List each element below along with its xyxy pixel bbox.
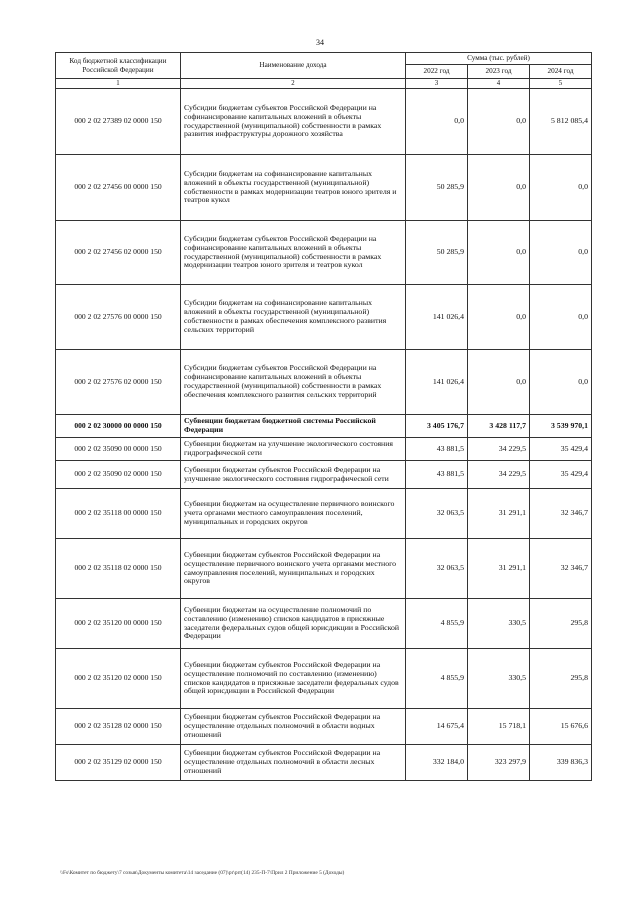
revenue-name-cell: Субвенции бюджетам субъектов Российской Федерации на улучшение экологического состояния гидрографической сети <box>181 461 406 489</box>
amount-2024-cell: 0,0 <box>530 285 592 350</box>
amount-2022-cell: 43 881,5 <box>406 461 468 489</box>
amount-2022-cell: 3 405 176,7 <box>406 415 468 438</box>
column-number: 1 <box>56 79 181 89</box>
revenue-name-cell: Субвенции бюджетам на осуществление первичного воинского учета органами местного самоуправления поселений, муниципальных и городских округов <box>181 489 406 539</box>
table-row <box>56 599 592 649</box>
amount-2022-cell: 141 026,4 <box>406 285 468 350</box>
budget-code-cell: 000 2 02 35129 02 0000 150 <box>56 745 181 781</box>
revenue-name-cell: Субвенции бюджетам субъектов Российской Федерации на осуществление отдельных полномочий в области лесных отношений <box>181 745 406 781</box>
amount-2024-cell: 339 836,3 <box>530 745 592 781</box>
amount-2023-cell: 0,0 <box>468 155 530 221</box>
table-row <box>56 221 592 285</box>
revenue-name-cell: Субсидии бюджетам субъектов Российской Федерации на софинансирование капитальных вложений в объекты государственной (муниципальной) собственности в рамках обеспечения комплексного развития сельских территорий <box>181 350 406 415</box>
table-row <box>56 745 592 781</box>
budget-code-cell: 000 2 02 27456 02 0000 150 <box>56 221 181 285</box>
amount-2024-cell: 0,0 <box>530 155 592 221</box>
table-row <box>56 709 592 745</box>
budget-code-cell: 000 2 02 35128 02 0000 150 <box>56 709 181 745</box>
table-row <box>56 489 592 539</box>
revenue-name-cell: Субвенции бюджетам субъектов Российской Федерации на осуществление первичного воинского учета органами местного самоуправления поселений, муниципальных и городских округов <box>181 539 406 599</box>
table-row <box>56 350 592 415</box>
budget-code-cell: 000 2 02 27576 00 0000 150 <box>56 285 181 350</box>
column-number: 3 <box>406 79 468 89</box>
amount-2024-cell: 15 676,6 <box>530 709 592 745</box>
budget-code-cell: 000 2 02 27456 00 0000 150 <box>56 155 181 221</box>
amount-2023-cell: 3 428 117,7 <box>468 415 530 438</box>
column-number: 4 <box>468 79 530 89</box>
amount-2023-cell: 31 291,1 <box>468 489 530 539</box>
budget-code-cell: 000 2 02 35090 02 0000 150 <box>56 461 181 489</box>
revenue-name-cell: Субсидии бюджетам на софинансирование капитальных вложений в объекты государственной (муниципальной) собственности в рамках обеспечения комплексного развития сельских территорий <box>181 285 406 350</box>
revenue-name-cell: Субвенции бюджетам на улучшение экологического состояния гидрографической сети <box>181 438 406 461</box>
revenue-table <box>55 52 592 781</box>
table-body <box>56 89 592 781</box>
budget-code-cell: 000 2 02 35118 00 0000 150 <box>56 489 181 539</box>
table-row <box>56 438 592 461</box>
amount-2024-cell: 0,0 <box>530 350 592 415</box>
revenue-name-cell: Субвенции бюджетам на осуществление полномочий по составлению (изменению) списков кандидатов в присяжные заседатели федеральных судов общей юрисдикции в Российской Федерации <box>181 599 406 649</box>
column-number: 2 <box>181 79 406 89</box>
revenue-name-cell: Субсидии бюджетам на софинансирование капитальных вложений в объекты государственной (муниципальной) собственности в рамках модернизации театров юного зрителя и театров кукол <box>181 155 406 221</box>
table-row <box>56 285 592 350</box>
revenue-name-cell: Субсидии бюджетам субъектов Российской Федерации на софинансирование капитальных вложений в объекты государственной (муниципальной) собственности в рамках развития инфраструктуры дорожного хозяйства <box>181 89 406 155</box>
revenue-name-cell: Субсидии бюджетам субъектов Российской Федерации на софинансирование капитальных вложений в объекты государственной (муниципальной) собственности в рамках модернизации театров юного зрителя и театров кукол <box>181 221 406 285</box>
header-sum-column: Сумма (тыс. рублей) <box>406 53 592 65</box>
amount-2023-cell: 0,0 <box>468 221 530 285</box>
header-year-2022: 2022 год <box>406 65 468 79</box>
table-row <box>56 415 592 438</box>
amount-2024-cell: 35 429,4 <box>530 438 592 461</box>
amount-2022-cell: 141 026,4 <box>406 350 468 415</box>
table-row <box>56 461 592 489</box>
budget-code-cell: 000 2 02 27389 02 0000 150 <box>56 89 181 155</box>
revenue-name-cell: Субвенции бюджетам субъектов Российской Федерации на осуществление отдельных полномочий в области водных отношений <box>181 709 406 745</box>
amount-2023-cell: 0,0 <box>468 285 530 350</box>
amount-2024-cell: 3 539 970,1 <box>530 415 592 438</box>
header-name-column: Наименование дохода <box>181 53 406 79</box>
amount-2024-cell: 32 346,7 <box>530 489 592 539</box>
amount-2023-cell: 34 229,5 <box>468 438 530 461</box>
page-number: 34 <box>316 38 324 47</box>
amount-2023-cell: 15 718,1 <box>468 709 530 745</box>
amount-2022-cell: 50 285,9 <box>406 155 468 221</box>
budget-code-cell: 000 2 02 35120 02 0000 150 <box>56 649 181 709</box>
budget-code-cell: 000 2 02 27576 02 0000 150 <box>56 350 181 415</box>
amount-2024-cell: 295,8 <box>530 599 592 649</box>
amount-2022-cell: 4 855,9 <box>406 599 468 649</box>
amount-2024-cell: 35 429,4 <box>530 461 592 489</box>
file-path-footer: \\Fs\Комитет по бюджету\7 созыв\Документы комитета\14 заседание (07)\pr\prr(14) 235-П-7\Прил 2 Приложение 5 (Доходы) <box>60 870 345 876</box>
amount-2024-cell: 0,0 <box>530 221 592 285</box>
table-row <box>56 89 592 155</box>
amount-2023-cell: 34 229,5 <box>468 461 530 489</box>
column-number: 5 <box>530 79 592 89</box>
amount-2023-cell: 330,5 <box>468 649 530 709</box>
table-row <box>56 649 592 709</box>
table-row <box>56 539 592 599</box>
amount-2022-cell: 32 063,5 <box>406 539 468 599</box>
budget-code-cell: 000 2 02 35118 02 0000 150 <box>56 539 181 599</box>
amount-2022-cell: 50 285,9 <box>406 221 468 285</box>
budget-code-cell: 000 2 02 35090 00 0000 150 <box>56 438 181 461</box>
header-year-2023: 2023 год <box>468 65 530 79</box>
amount-2022-cell: 43 881,5 <box>406 438 468 461</box>
amount-2023-cell: 323 297,9 <box>468 745 530 781</box>
budget-code-cell: 000 2 02 35120 00 0000 150 <box>56 599 181 649</box>
amount-2023-cell: 0,0 <box>468 89 530 155</box>
amount-2022-cell: 332 184,0 <box>406 745 468 781</box>
amount-2023-cell: 330,5 <box>468 599 530 649</box>
budget-code-cell: 000 2 02 30000 00 0000 150 <box>56 415 181 438</box>
amount-2023-cell: 0,0 <box>468 350 530 415</box>
amount-2024-cell: 5 812 085,4 <box>530 89 592 155</box>
amount-2022-cell: 0,0 <box>406 89 468 155</box>
amount-2024-cell: 295,8 <box>530 649 592 709</box>
amount-2023-cell: 31 291,1 <box>468 539 530 599</box>
revenue-name-cell: Субвенции бюджетам субъектов Российской Федерации на осуществление полномочий по составлению (изменению) списков кандидатов в присяжные заседатели федеральных судов общей юрисдикции в Российской Федерации <box>181 649 406 709</box>
amount-2022-cell: 32 063,5 <box>406 489 468 539</box>
amount-2024-cell: 32 346,7 <box>530 539 592 599</box>
table-row <box>56 155 592 221</box>
amount-2022-cell: 4 855,9 <box>406 649 468 709</box>
header-code-column: Код бюджетной классификации Российской Федерации <box>56 53 181 79</box>
revenue-name-cell: Субвенции бюджетам бюджетной системы Российской Федерации <box>181 415 406 438</box>
amount-2022-cell: 14 675,4 <box>406 709 468 745</box>
header-year-2024: 2024 год <box>530 65 592 79</box>
